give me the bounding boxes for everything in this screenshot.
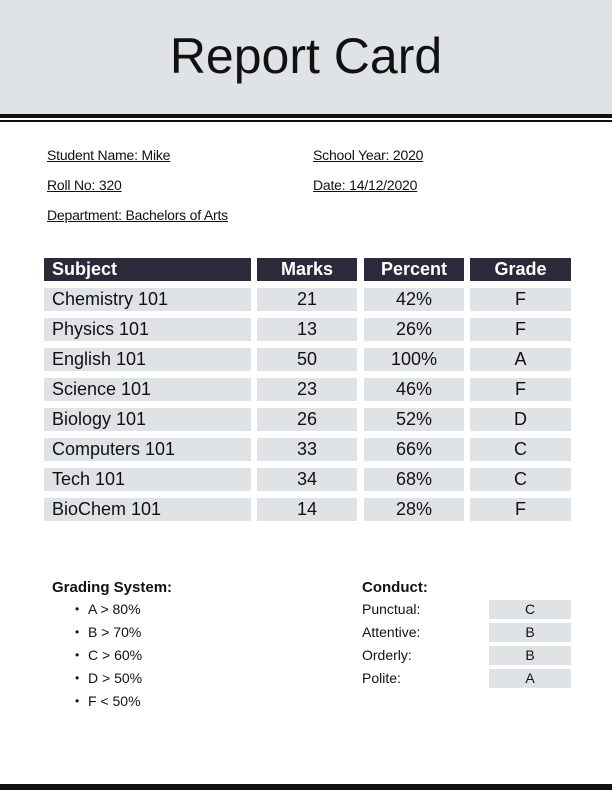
school-year: School Year: 2020 (313, 147, 424, 163)
bullet-icon: • (75, 648, 80, 662)
table-cell-grade: D (470, 408, 571, 431)
conduct-label: Attentive: (362, 624, 421, 640)
bullet-icon: • (75, 671, 80, 685)
grading-item: D > 50% (88, 670, 143, 686)
grading-item: A > 80% (88, 601, 141, 617)
table-cell-percent: 68% (364, 468, 464, 491)
student-name: Student Name: Mike (47, 147, 171, 163)
grading-item: F < 50% (88, 693, 141, 709)
table-cell-marks: 50 (257, 348, 357, 371)
column-header-grade: Grade (470, 258, 571, 281)
table-cell-grade: C (470, 468, 571, 491)
conduct-title: Conduct: (362, 579, 428, 596)
table-cell-grade: F (470, 288, 571, 311)
table-cell-marks: 34 (257, 468, 357, 491)
conduct-label: Polite: (362, 670, 401, 686)
table-cell-percent: 66% (364, 438, 464, 461)
table-cell-subject: Physics 101 (44, 318, 251, 341)
table-cell-percent: 42% (364, 288, 464, 311)
bullet-icon: • (75, 694, 80, 708)
conduct-grade: B (489, 646, 571, 665)
table-cell-percent: 100% (364, 348, 464, 371)
divider (0, 120, 612, 122)
divider (0, 114, 612, 118)
page-title: Report Card (169, 28, 443, 84)
column-header-marks: Marks (257, 258, 357, 281)
conduct-grade: A (489, 669, 571, 688)
table-cell-grade: F (470, 498, 571, 521)
table-cell-percent: 26% (364, 318, 464, 341)
bullet-icon: • (75, 602, 80, 616)
table-cell-marks: 13 (257, 318, 357, 341)
table-cell-percent: 46% (364, 378, 464, 401)
table-cell-subject: BioChem 101 (44, 498, 251, 521)
table-cell-percent: 52% (364, 408, 464, 431)
grading-item: C > 60% (88, 647, 143, 663)
table-cell-marks: 21 (257, 288, 357, 311)
conduct-label: Punctual: (362, 601, 421, 617)
table-cell-marks: 14 (257, 498, 357, 521)
table-cell-subject: Science 101 (44, 378, 251, 401)
grading-system-title: Grading System: (52, 579, 173, 596)
table-cell-grade: F (470, 378, 571, 401)
conduct-grade: C (489, 600, 571, 619)
table-cell-grade: A (470, 348, 571, 371)
table-cell-marks: 23 (257, 378, 357, 401)
table-cell-marks: 26 (257, 408, 357, 431)
conduct-label: Orderly: (362, 647, 412, 663)
report-date: Date: 14/12/2020 (313, 177, 418, 193)
table-cell-percent: 28% (364, 498, 464, 521)
roll-number: Roll No: 320 (47, 177, 122, 193)
table-cell-grade: C (470, 438, 571, 461)
grading-item: B > 70% (88, 624, 142, 640)
table-cell-subject: Biology 101 (44, 408, 251, 431)
table-cell-subject: Chemistry 101 (44, 288, 251, 311)
table-cell-grade: F (470, 318, 571, 341)
footer-bar (0, 784, 612, 790)
column-header-percent: Percent (364, 258, 464, 281)
table-cell-subject: English 101 (44, 348, 251, 371)
table-cell-subject: Tech 101 (44, 468, 251, 491)
table-cell-subject: Computers 101 (44, 438, 251, 461)
bullet-icon: • (75, 625, 80, 639)
conduct-grade: B (489, 623, 571, 642)
column-header-subject: Subject (44, 258, 251, 281)
department: Department: Bachelors of Arts (47, 207, 228, 223)
table-cell-marks: 33 (257, 438, 357, 461)
